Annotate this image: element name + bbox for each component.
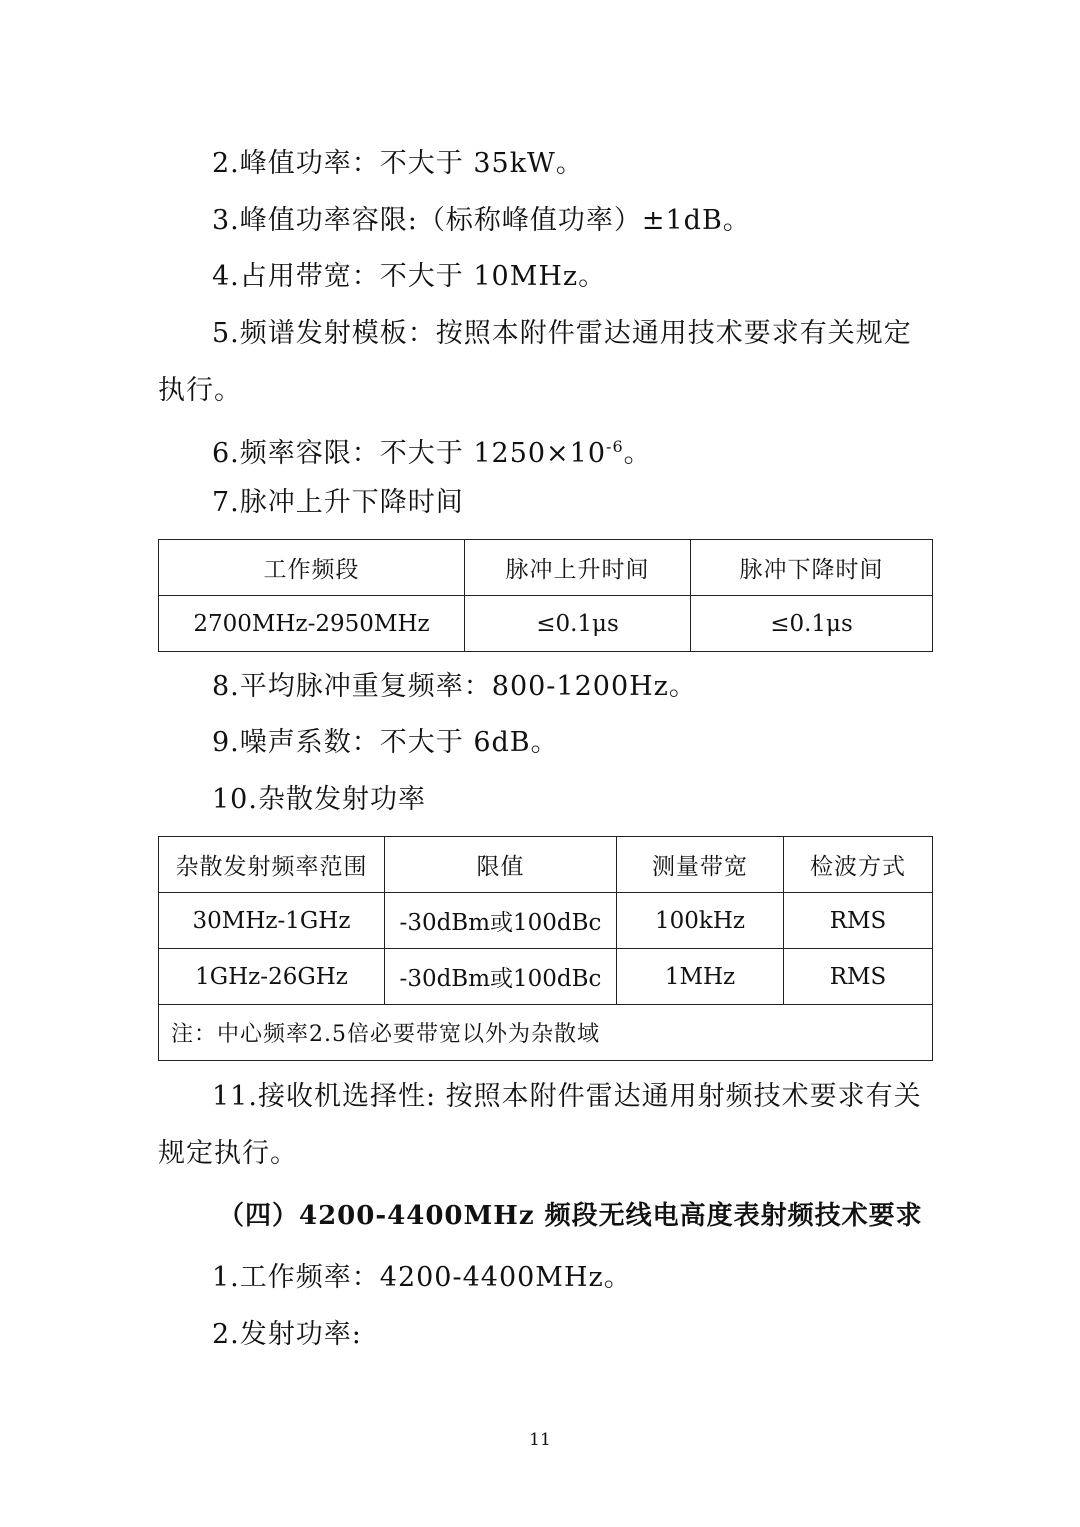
frequency-tolerance-end: 。 [623,438,652,469]
item-occupied-bandwidth: 4.占用带宽：不大于 10MHz。 [212,261,607,292]
table-header-row [159,540,933,596]
table-cell: 2700MHz-2950MHz [159,596,465,652]
spurious-emission-table [158,836,933,1061]
item-peak-power: 2.峰值功率：不大于 35kW。 [212,148,584,179]
table-header-row [159,837,933,893]
item-transmit-power: 2.发射功率: [212,1319,362,1350]
table-cell: -30dBm或100dBc [385,893,617,949]
page-number: 11 [529,1430,551,1450]
frequency-tolerance-text: 6.频率容限：不大于 1250×10 [212,438,607,469]
item-spectrum-mask: 5.频谱发射模板：按照本附件雷达通用技术要求有关规定执行。 [158,318,912,406]
item-prf: 8.平均脉冲重复频率：800-1200Hz。 [212,671,697,702]
table-cell: ≤0.1μs [465,596,691,652]
table-note-row [159,1005,933,1061]
header-cell: 脉冲下降时间 [691,540,933,596]
item-receiver-selectivity: 11.接收机选择性: 按照本附件雷达通用射频技术要求有关规定执行。 [158,1081,922,1169]
table-row [159,893,933,949]
table-cell: RMS [784,893,933,949]
section-heading: （四）4200-4400MHz 频段无线电高度表射频技术要求 [218,1201,923,1231]
table-row [159,596,933,652]
item-peak-power-tolerance: 3.峰值功率容限:（标称峰值功率）±1dB。 [212,205,751,236]
item-noise-figure: 9.噪声系数：不大于 6dB。 [212,727,559,758]
header-cell: 脉冲上升时间 [465,540,691,596]
frequency-tolerance-exponent: -6 [606,437,624,456]
header-cell: 杂散发射频率范围 [159,837,385,893]
table-cell: 1GHz-26GHz [159,949,385,1005]
header-cell: 限值 [385,837,617,893]
table-cell: -30dBm或100dBc [385,949,617,1005]
header-cell: 检波方式 [784,837,933,893]
table-cell: 100kHz [617,893,784,949]
item-pulse-rise-fall: 7.脉冲上升下降时间 [212,487,464,518]
table-cell: RMS [784,949,933,1005]
item-frequency-tolerance [158,418,934,482]
table-note: 注：中心频率2.5倍必要带宽以外为杂散域 [159,1005,933,1061]
header-cell: 测量带宽 [617,837,784,893]
item-operating-frequency: 1.工作频率：4200-4400MHz。 [212,1262,632,1293]
table-cell: 30MHz-1GHz [159,893,385,949]
table-cell: ≤0.1μs [691,596,933,652]
item-spurious-emission: 10.杂散发射功率 [212,784,426,815]
table-cell: 1MHz [617,949,784,1005]
pulse-time-table [158,539,933,652]
header-cell: 工作频段 [159,540,465,596]
table-row [159,949,933,1005]
